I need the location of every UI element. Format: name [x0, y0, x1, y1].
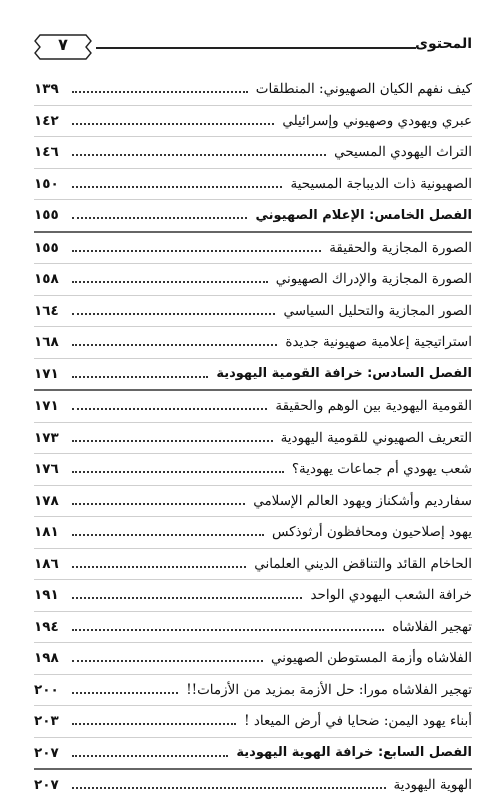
- entry-title: الصور المجازية والتحليل السياسي: [283, 302, 472, 319]
- toc-entry-row: [34, 770, 472, 801]
- entry-title: أبناء يهود اليمن: ضحايا في أرض الميعاد !: [244, 713, 472, 730]
- toc-entry-row: [34, 106, 472, 138]
- entry-title: التراث اليهودي المسيحي: [334, 144, 472, 161]
- dot-leader: [72, 534, 264, 536]
- entry-page-number: ٢٠٣: [34, 713, 59, 730]
- entry-page-number: ١٥٥: [34, 207, 59, 224]
- entry-title: تهجير الفلاشاه مورا: حل الأزمة بمزيد من الأزمات!!: [186, 681, 472, 698]
- toc-chapter-row: [34, 738, 472, 771]
- entry-page-number: ١٨١: [34, 524, 59, 541]
- entry-title: الهوية اليهودية: [393, 777, 472, 794]
- entry-title: كيف نفهم الكيان الصهيوني: المنطلقات: [255, 81, 472, 98]
- page-header: [34, 34, 472, 62]
- entry-title: الصورة المجازية والحقيقة: [329, 239, 472, 256]
- dot-leader: [72, 755, 228, 757]
- toc-entry-row: [34, 391, 472, 423]
- entry-title: الحاخام القائد والتناقض الديني العلماني: [254, 555, 472, 572]
- entry-page-number: ٢٠٧: [34, 744, 59, 761]
- dot-leader: [72, 217, 247, 219]
- dot-leader: [72, 154, 326, 156]
- entry-page-number: ١٤٢: [34, 112, 59, 129]
- dot-leader: [72, 186, 282, 188]
- entry-title: القومية اليهودية بين الوهم والحقيقة: [275, 398, 472, 415]
- chapter-title: الفصل السابع: خرافة الهوية اليهودية: [236, 745, 472, 761]
- entry-page-number: ١٣٩: [34, 81, 59, 98]
- entry-title: تهجير الفلاشاه: [392, 618, 472, 635]
- page-number: ٧: [58, 35, 68, 54]
- entry-title: شعب يهودي أم جماعات يهودية؟: [291, 461, 472, 478]
- entry-title: الصورة المجازية والإدراك الصهيوني: [275, 271, 472, 288]
- entry-page-number: ١٦٤: [34, 302, 59, 319]
- entry-page-number: ١٥٥: [34, 239, 59, 256]
- toc-chapter-row: [34, 200, 472, 233]
- entry-page-number: ١٨٦: [34, 555, 59, 572]
- header-rule: [96, 47, 416, 49]
- toc-entry-row: [34, 296, 472, 328]
- toc-entry-row: [34, 137, 472, 169]
- entry-page-number: ١٥٠: [34, 175, 59, 192]
- entry-title: استراتيجية إعلامية صهيونية جديدة: [285, 334, 472, 351]
- entry-title: الصهيونية ذات الديباجة المسيحية: [290, 175, 472, 192]
- toc-entry-row: [34, 643, 472, 675]
- toc-entry-row: [34, 264, 472, 296]
- entry-page-number: ١٧١: [34, 398, 59, 415]
- table-of-contents: [34, 74, 472, 801]
- toc-entry-row: [34, 423, 472, 455]
- toc-entry-row: [34, 233, 472, 265]
- toc-entry-row: [34, 612, 472, 644]
- dot-leader: [72, 597, 302, 599]
- dot-leader: [72, 629, 384, 631]
- header-title: المحتوى: [415, 36, 472, 52]
- dot-leader: [72, 313, 275, 315]
- entry-page-number: ١٥٨: [34, 271, 59, 288]
- dot-leader: [72, 281, 268, 283]
- dot-leader: [72, 91, 248, 93]
- entry-page-number: ١٧٨: [34, 492, 59, 509]
- toc-entry-row: [34, 675, 472, 707]
- entry-page-number: ١٩٤: [34, 618, 59, 635]
- entry-page-number: ١٩١: [34, 587, 59, 604]
- toc-entry-row: [34, 517, 472, 549]
- toc-entry-row: [34, 580, 472, 612]
- entry-title: يهود إصلاحيون ومحافظون أرثوذكس: [271, 524, 472, 541]
- dot-leader: [72, 503, 245, 505]
- chapter-title: الفصل الخامس: الإعلام الصهيوني: [255, 207, 472, 223]
- toc-entry-row: [34, 486, 472, 518]
- dot-leader: [72, 344, 277, 346]
- entry-page-number: ٢٠٠: [34, 681, 59, 698]
- toc-entry-row: [34, 454, 472, 486]
- entry-title: التعريف الصهيوني للقومية اليهودية: [280, 429, 472, 446]
- entry-page-number: ١٧٣: [34, 429, 59, 446]
- entry-page-number: ١٧١: [34, 365, 59, 382]
- entry-title: عبري ويهودي وصهيوني وإسرائيلي: [282, 112, 472, 129]
- entry-title: الفلاشاه وأزمة المستوطن الصهيوني: [270, 650, 472, 667]
- toc-entry-row: [34, 549, 472, 581]
- entry-page-number: ٢٠٧: [34, 777, 59, 794]
- toc-entry-row: [34, 169, 472, 201]
- dot-leader: [72, 440, 273, 442]
- dot-leader: [72, 123, 274, 125]
- page-number-badge: [34, 34, 92, 60]
- dot-leader: [72, 787, 386, 789]
- dot-leader: [72, 408, 267, 410]
- dot-leader: [72, 692, 178, 694]
- dot-leader: [72, 250, 321, 252]
- entry-page-number: ١٦٨: [34, 334, 59, 351]
- dot-leader: [72, 376, 208, 378]
- entry-page-number: ١٧٦: [34, 461, 59, 478]
- entry-page-number: ١٩٨: [34, 650, 59, 667]
- dot-leader: [72, 566, 246, 568]
- entry-title: سفارديم وأشكناز ويهود العالم الإسلامي: [253, 492, 472, 509]
- toc-chapter-row: [34, 359, 472, 392]
- dot-leader: [72, 723, 236, 725]
- toc-entry-row: [34, 74, 472, 106]
- entry-title: خرافة الشعب اليهودي الواحد: [310, 587, 472, 604]
- toc-entry-row: [34, 706, 472, 738]
- dot-leader: [72, 660, 263, 662]
- dot-leader: [72, 471, 284, 473]
- entry-page-number: ١٤٦: [34, 144, 59, 161]
- toc-entry-row: [34, 327, 472, 359]
- chapter-title: الفصل السادس: خرافة القومية اليهودية: [216, 366, 472, 382]
